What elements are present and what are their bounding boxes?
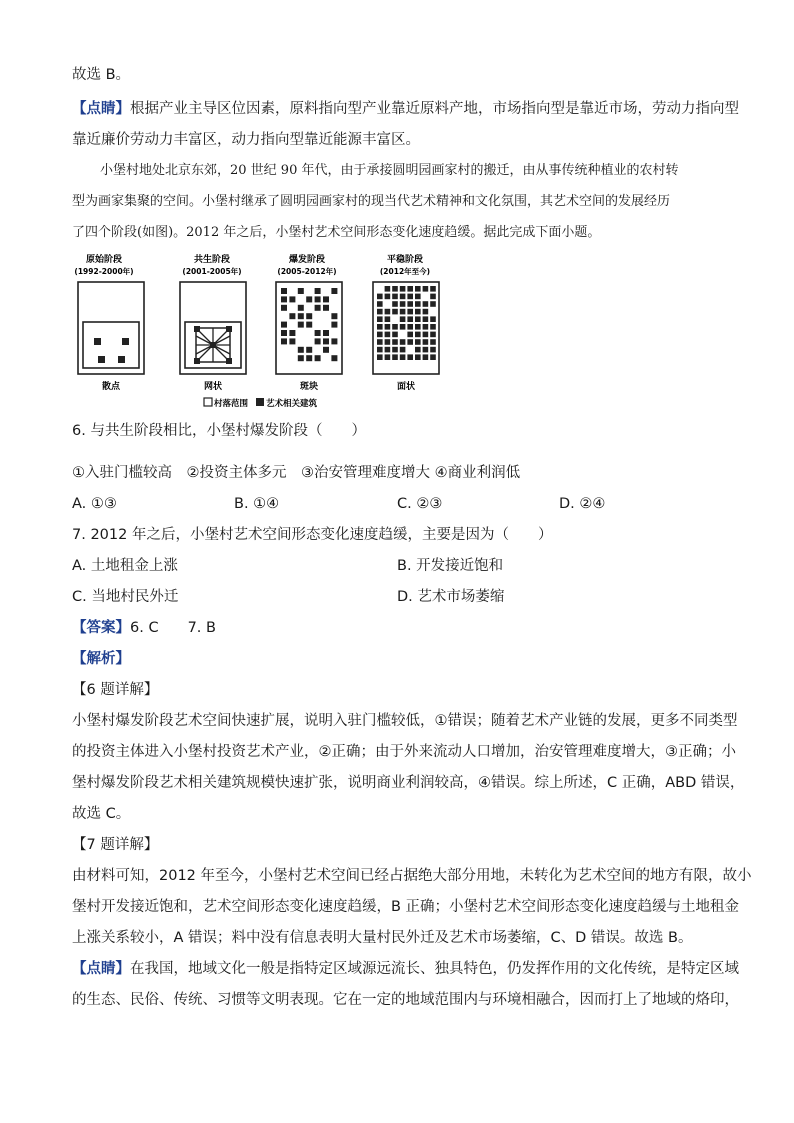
art-building	[377, 316, 383, 322]
art-building	[298, 313, 304, 319]
art-building	[323, 347, 329, 353]
art-building	[298, 305, 304, 311]
art-building	[415, 294, 421, 300]
village-range	[83, 322, 139, 368]
legend-art-label: 艺术相关建筑	[266, 399, 318, 409]
art-building	[385, 316, 391, 322]
art-building	[385, 339, 391, 345]
d7-line1: 由材料可知，2012 年至今，小堡村艺术空间已经占据绝大部分用地，未转化为艺术空间的地方有限，故小	[72, 868, 752, 884]
q7-option-b[interactable]: B. 开发接近饱和	[397, 558, 504, 574]
art-building	[289, 330, 295, 336]
art-building	[415, 286, 421, 292]
material-line3: 了四个阶段(如图)。2012 年之后，小堡村艺术空间形态变化速度趋缓。据此完成下面小题。	[72, 225, 601, 240]
stage-shape: 网状	[203, 382, 223, 392]
art-building	[385, 294, 391, 300]
q7-option-c[interactable]: C. 当地村民外迁	[72, 589, 179, 605]
d6-line3: 堡村爆发阶段艺术相关建筑规模快速扩张，说明商业利润较高，④错误。综上所述，C 正确，ABD 错误，	[72, 775, 745, 791]
art-building	[392, 332, 398, 338]
art-building	[415, 301, 421, 307]
art-building	[423, 347, 429, 353]
art-building	[377, 294, 383, 300]
art-building	[94, 338, 101, 345]
art-building	[306, 296, 312, 302]
d6-line2: 的投资主体进入小堡村投资艺术产业，②正确；由于外来流动人口增加，治安管理难度增大，③正确；小	[72, 744, 736, 760]
stage-panel-4	[373, 253, 439, 392]
stage-shape: 斑块	[299, 382, 319, 392]
figure-legend	[204, 398, 318, 409]
stage-name: 平稳阶段	[386, 255, 424, 265]
art-building	[392, 301, 398, 307]
art-building	[226, 358, 232, 364]
d7-line2: 堡村开发接近饱和，艺术空间形态变化速度趋缓，B 正确；小堡村艺术空间形态变化速度趋缓与土地租金	[72, 899, 740, 915]
art-building	[377, 301, 383, 307]
material-line1: 小堡村地处北京东郊，20 世纪 90 年代，由于承接圆明园画家村的搬迁，由从事传统种植业的农村转	[100, 163, 679, 178]
art-building	[423, 286, 429, 292]
art-building	[298, 288, 304, 294]
art-building	[385, 332, 391, 338]
art-building	[407, 301, 413, 307]
art-building	[323, 296, 329, 302]
tip2-tag: 【点睛】	[72, 961, 130, 977]
stage-shape: 散点	[101, 382, 121, 392]
art-building	[194, 358, 200, 364]
art-building	[122, 338, 129, 345]
art-building	[430, 332, 436, 338]
tip1-text1: 根据产业主导区位因素，原料指向型产业靠近原料产地，市场指向型是靠近市场，劳动力指向型	[130, 101, 739, 117]
q6-stem: 6. 与共生阶段相比，小堡村爆发阶段（ ）	[72, 423, 366, 439]
art-building	[430, 354, 436, 360]
art-building	[407, 316, 413, 322]
answer-text: 6. C 7. B	[130, 620, 216, 636]
art-building	[400, 339, 406, 345]
tip2-text1: 在我国，地域文化一般是指特定区域源远流长、独具特色，仍发挥作用的文化传统，是特定区域	[130, 961, 739, 977]
art-building	[289, 313, 295, 319]
art-building	[315, 338, 321, 344]
stage-name: 原始阶段	[85, 255, 123, 265]
tip1-line1	[72, 98, 739, 120]
q6-option-c[interactable]: C. ②③	[397, 496, 443, 512]
art-building	[385, 347, 391, 353]
art-building	[281, 305, 287, 311]
d7-line3: 上涨关系较小，A 错误；料中没有信息表明大量村民外迁及艺术市场萎缩，C、D 错误。故选 B。	[72, 930, 693, 946]
art-building	[392, 309, 398, 315]
art-building	[315, 305, 321, 311]
art-building	[415, 347, 421, 353]
art-building	[400, 286, 406, 292]
art-building	[400, 324, 406, 330]
art-building	[377, 309, 383, 315]
tip2-line2: 的生态、民俗、传统、习惯等文明表现。它在一定的地域范围内与环境相融合，因而打上了地域的烙印，	[72, 992, 739, 1008]
art-building	[377, 332, 383, 338]
answer-line	[72, 617, 216, 639]
art-building	[423, 339, 429, 345]
art-building	[392, 286, 398, 292]
q7-option-a[interactable]: A. 土地租金上涨	[72, 558, 178, 574]
q6-statements: ①入驻门槛较高 ②投资主体多元 ③治安管理难度增大 ④商业利润低	[72, 465, 521, 481]
art-building	[385, 354, 391, 360]
art-building	[306, 347, 312, 353]
art-building	[392, 294, 398, 300]
stage-years: (1992-2000年)	[74, 267, 134, 276]
d7-tag: 【7 题详解】	[72, 837, 159, 853]
art-building	[415, 316, 421, 322]
art-building	[392, 354, 398, 360]
art-building	[415, 324, 421, 330]
art-building	[407, 332, 413, 338]
art-building	[407, 309, 413, 315]
art-building	[281, 330, 287, 336]
art-building	[281, 296, 287, 302]
legend-village-label: 村落范围	[214, 399, 249, 409]
art-building	[306, 313, 312, 319]
art-building	[385, 309, 391, 315]
art-building	[306, 322, 312, 328]
art-building	[118, 356, 125, 363]
answer-tag: 【答案】	[72, 620, 130, 636]
stage-name: 共生阶段	[193, 255, 231, 265]
q6-option-a[interactable]: A. ①③	[72, 496, 117, 512]
art-building	[392, 324, 398, 330]
art-building	[430, 316, 436, 322]
art-building	[331, 355, 337, 361]
analysis-tag: 【解析】	[72, 651, 130, 667]
art-building	[430, 339, 436, 345]
q6-option-b[interactable]: B. ①④	[234, 496, 280, 512]
stage-years: (2001-2005年)	[182, 267, 242, 276]
art-building	[315, 355, 321, 361]
art-building	[400, 309, 406, 315]
art-building	[423, 332, 429, 338]
art-building	[298, 347, 304, 353]
art-building	[377, 354, 383, 360]
art-building	[194, 326, 200, 332]
art-building	[315, 288, 321, 294]
tip1-line2: 靠近廉价劳动力丰富区，动力指向型靠近能源丰富区。	[72, 132, 420, 148]
area-pattern	[377, 286, 436, 360]
stage-panel-2	[180, 253, 246, 392]
art-building	[306, 355, 312, 361]
material-line2: 型为画家集聚的空间。小堡村继承了圆明园画家村的现当代艺术精神和文化氛围，其艺术空间的发展经历	[72, 194, 671, 209]
art-building	[323, 338, 329, 344]
art-building	[315, 330, 321, 336]
art-building	[377, 324, 383, 330]
art-building	[415, 332, 421, 338]
art-building	[377, 339, 383, 345]
art-building	[400, 301, 406, 307]
art-building	[415, 339, 421, 345]
stage-years: (2005-2012年)	[277, 267, 337, 276]
stage-panel-3	[276, 253, 342, 392]
art-building	[430, 301, 436, 307]
art-building	[400, 354, 406, 360]
d6-line1: 小堡村爆发阶段艺术空间快速扩展，说明入驻门槛较低，①错误；随着艺术产业链的发展，更多不同类型	[72, 713, 738, 729]
q6-option-d[interactable]: D. ②④	[559, 496, 606, 512]
q7-option-d[interactable]: D. 艺术市场萎缩	[397, 589, 505, 605]
art-building	[392, 347, 398, 353]
stage-panel-1	[74, 253, 144, 392]
art-building	[407, 294, 413, 300]
art-building	[400, 316, 406, 322]
art-building	[315, 296, 321, 302]
art-building	[281, 322, 287, 328]
stage-name: 爆发阶段	[288, 255, 326, 265]
tip-tag: 【点睛】	[72, 101, 130, 117]
art-building	[331, 322, 337, 328]
art-building	[323, 305, 329, 311]
q7-stem: 7. 2012 年之后，小堡村艺术空间形态变化速度趋缓，主要是因为（ ）	[72, 527, 553, 543]
art-building	[385, 324, 391, 330]
village-boundary	[373, 282, 439, 374]
art-building	[430, 347, 436, 353]
art-building	[323, 330, 329, 336]
art-building	[430, 294, 436, 300]
tip2-line1	[72, 958, 739, 980]
art-building	[331, 313, 337, 319]
art-building	[423, 309, 429, 315]
art-building	[298, 322, 304, 328]
art-building	[210, 342, 216, 348]
art-building	[415, 354, 421, 360]
art-building	[430, 286, 436, 292]
stage-years: (2012年至今)	[379, 267, 431, 276]
art-building	[289, 338, 295, 344]
art-building	[400, 347, 406, 353]
legend-village-swatch	[204, 398, 212, 406]
art-building	[415, 309, 421, 315]
art-building	[407, 354, 413, 360]
legend-art-swatch	[256, 398, 264, 406]
d6-tag: 【6 题详解】	[72, 682, 159, 698]
art-building	[298, 355, 304, 361]
art-building	[226, 326, 232, 332]
patch-pattern	[281, 288, 337, 361]
art-building	[377, 347, 383, 353]
art-building	[430, 324, 436, 330]
art-building	[385, 286, 391, 292]
art-building	[423, 354, 429, 360]
art-building	[423, 324, 429, 330]
art-building	[407, 339, 413, 345]
art-building	[407, 286, 413, 292]
art-building	[423, 316, 429, 322]
art-building	[423, 301, 429, 307]
village-boundary	[78, 282, 144, 374]
art-building	[400, 294, 406, 300]
stages-figure	[70, 252, 450, 412]
art-building	[289, 296, 295, 302]
art-building	[407, 324, 413, 330]
art-building	[331, 288, 337, 294]
top-line: 故选 B。	[72, 67, 131, 83]
art-building	[392, 339, 398, 345]
art-building	[331, 338, 337, 344]
stage-shape: 面状	[396, 382, 416, 392]
art-building	[98, 356, 105, 363]
d6-line4: 故选 C。	[72, 806, 131, 822]
art-building	[281, 338, 287, 344]
art-building	[281, 288, 287, 294]
